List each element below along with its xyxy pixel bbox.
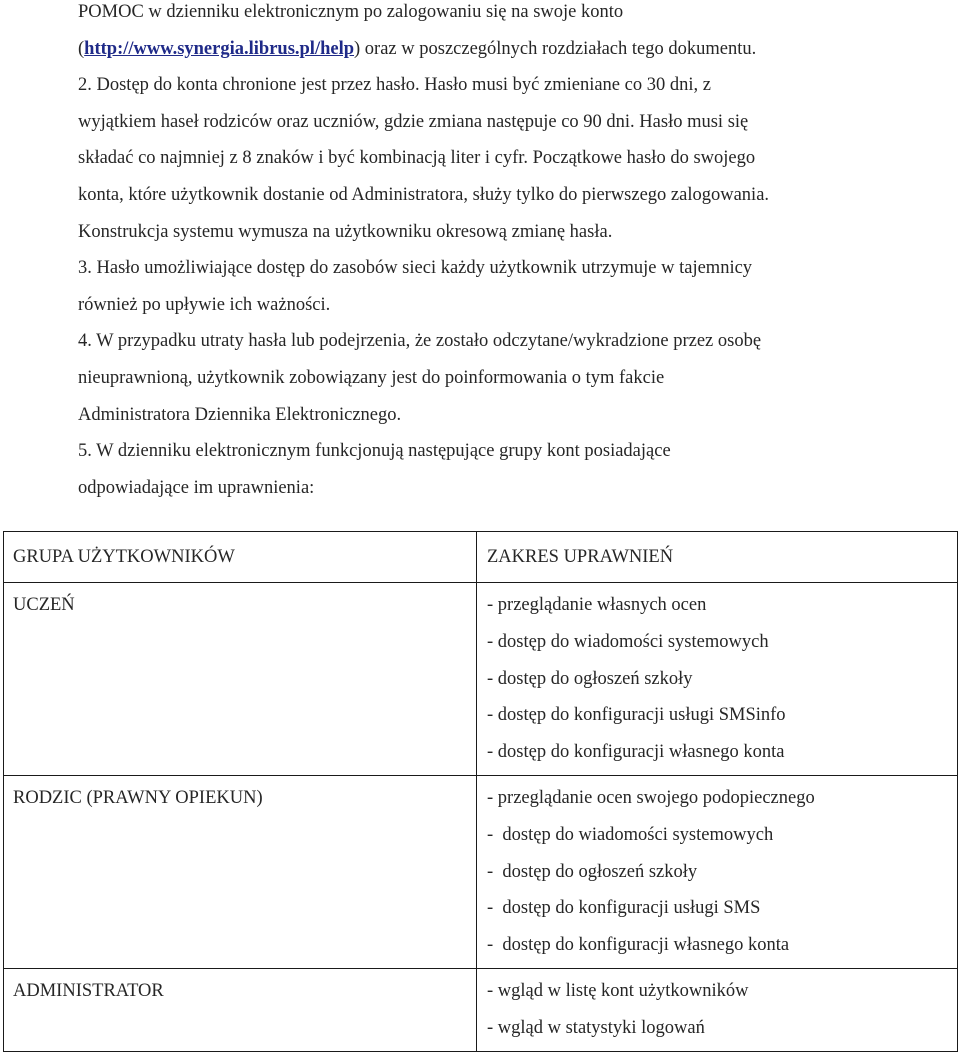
paragraph-line: składać co najmniej z 8 znaków i być kombinacją liter i cyfr. Początkowe hasło do swojego	[78, 148, 756, 169]
permissions-cell-inner	[477, 583, 957, 775]
group-name: ADMINISTRATOR	[13, 980, 164, 1001]
permissions-table	[3, 531, 958, 1052]
paragraph-line: nieuprawnioną, użytkownik zobowiązany jest do poinformowania o tym fakcie	[78, 367, 665, 388]
permission-item: - dostęp do konfiguracji własnego konta	[487, 935, 790, 956]
group-cell	[4, 775, 477, 968]
permission-item: - dostęp do wiadomości systemowych	[487, 824, 774, 845]
group-cell	[4, 583, 477, 776]
permissions-cell-inner	[477, 969, 957, 1051]
paragraph-line: 3. Hasło umożliwiające dostęp do zasobów sieci każdy użytkownik utrzymuje w tajemnicy	[78, 258, 753, 279]
paragraph-line: Administratora Dziennika Elektronicznego.	[78, 404, 402, 425]
permission-item: - przeglądanie własnych ocen	[487, 595, 707, 615]
permissions-cell	[477, 775, 958, 968]
permission-item: - dostęp do ogłoszeń szkoły	[487, 861, 698, 882]
header-cell-permissions	[477, 532, 958, 583]
group-cell-inner	[4, 776, 476, 821]
permission-item: - przeglądanie ocen swojego podopiecznego	[487, 787, 815, 808]
permission-item: - dostęp do konfiguracji usługi SMS	[487, 898, 761, 919]
paragraph-line: Konstrukcja systemu wymusza na użytkowniku okresową zmianę hasła.	[78, 221, 613, 242]
document-body	[78, 0, 938, 506]
table-row	[4, 775, 958, 968]
table-row	[4, 968, 958, 1051]
paragraph-line-with-link	[78, 31, 938, 68]
permission-item: - dostęp do wiadomości systemowych	[487, 631, 769, 652]
permission-item: - dostęp do konfiguracji usługi SMSinfo	[487, 705, 786, 726]
header-permissions-label: ZAKRES UPRAWNIEŃ	[487, 547, 674, 567]
header-cell-inner	[477, 532, 957, 582]
paragraph-line: 5. W dzienniku elektronicznym funkcjonują następujące grupy kont posiadające	[78, 441, 671, 462]
group-cell-inner	[4, 969, 476, 1014]
help-link[interactable]: http://www.synergia.librus.pl/help	[84, 38, 355, 59]
paren-open: (	[78, 38, 85, 59]
permissions-cell	[477, 583, 958, 776]
paragraph-line: 2. Dostęp do konta chronione jest przez hasło. Hasło musi być zmieniane co 30 dni, z	[78, 75, 711, 96]
group-name: RODZIC (PRAWNY OPIEKUN)	[13, 787, 263, 808]
paragraph-line: POMOC w dzienniku elektronicznym po zalogowaniu się na swoje konto	[78, 2, 624, 22]
header-group-label: GRUPA UŻYTKOWNIKÓW	[13, 547, 235, 567]
paragraph-line: odpowiadające im uprawnienia:	[78, 477, 315, 498]
group-name: UCZEŃ	[13, 595, 75, 615]
table-row	[4, 583, 958, 776]
group-cell-inner	[4, 583, 476, 628]
permission-item: - wgląd w listę kont użytkowników	[487, 980, 749, 1001]
paragraph-line: również po upływie ich ważności.	[78, 294, 331, 315]
permission-item: - dostęp do konfiguracji własnego konta	[487, 742, 785, 763]
header-cell-inner	[4, 532, 476, 582]
paragraph-line: konta, które użytkownik dostanie od Administratora, służy tylko do pierwszego zalogowania.	[78, 184, 770, 205]
permission-item: - wgląd w statystyki logowań	[487, 1017, 705, 1038]
permissions-cell-inner	[477, 776, 957, 968]
paragraph-text: ) oraz w poszczególnych rozdziałach tego dokumentu.	[354, 38, 757, 59]
paragraph-line: 4. W przypadku utraty hasła lub podejrzenia, że zostało odczytane/wykradzione przez osobę	[78, 331, 762, 352]
permission-item: - dostęp do ogłoszeń szkoły	[487, 668, 693, 689]
paragraph-line: wyjątkiem haseł rodziców oraz uczniów, gdzie zmiana następuje co 90 dni. Hasło musi się	[78, 111, 749, 132]
table-header-row	[4, 532, 958, 583]
header-cell-group	[4, 532, 477, 583]
group-cell	[4, 968, 477, 1051]
permissions-cell	[477, 968, 958, 1051]
